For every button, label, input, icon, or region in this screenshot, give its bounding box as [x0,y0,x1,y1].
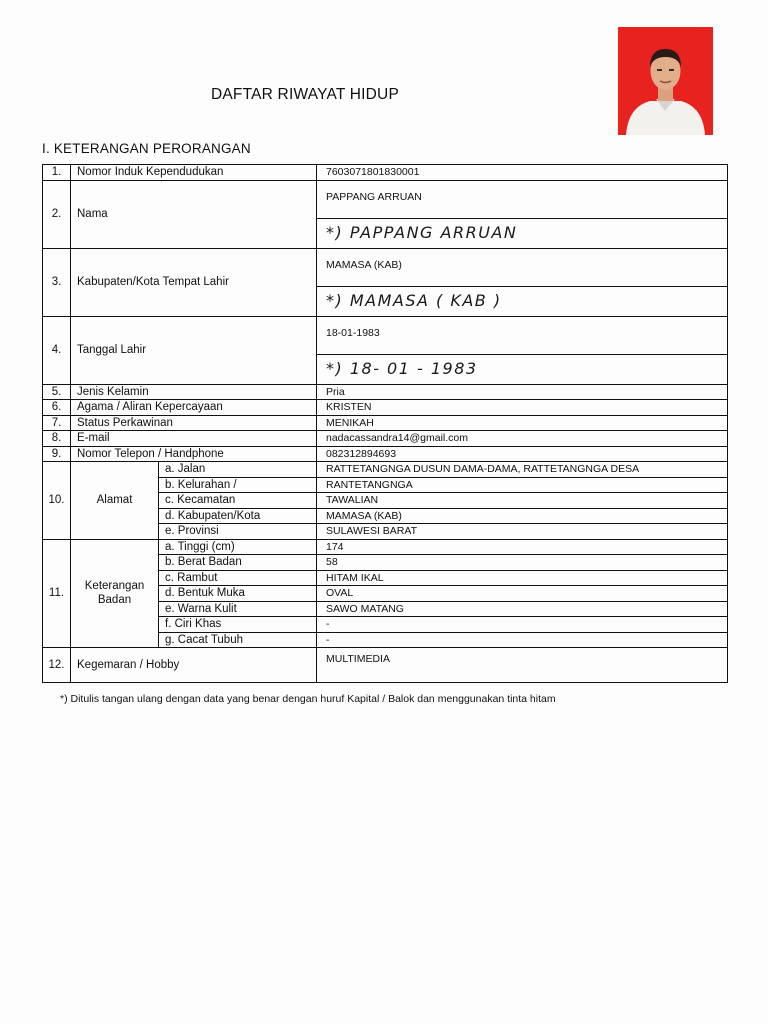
field-label-hobby: Kegemaran / Hobby [71,648,317,683]
table-row [43,165,728,181]
table-row [43,316,728,354]
sub-value-kecamatan: TAWALIAN [317,493,728,509]
field-label-tanggal-lahir: Tanggal Lahir [71,316,317,384]
sub-label-kabupaten: d. Kabupaten/Kota [159,508,317,524]
field-value-tanggal-lahir: 18-01-1983 [317,316,728,354]
personal-info-table [42,164,728,683]
sub-value-cacat-tubuh: - [317,632,728,648]
label-line: Keterangan [84,580,145,593]
sub-value-berat: 58 [317,555,728,571]
section-title: I. KETERANGAN PERORANGAN [42,141,251,156]
row-number: 6. [43,400,71,416]
table-row [43,446,728,462]
handwritten-nama: *) PAPPANG ARRUAN [317,218,728,248]
person-photo-icon [618,27,713,135]
row-number: 12. [43,648,71,683]
field-label-status: Status Perkawinan [71,415,317,431]
sub-label-kecamatan: c. Kecamatan [159,493,317,509]
table-row [43,431,728,447]
field-label-agama: Agama / Aliran Kepercayaan [71,400,317,416]
row-number: 5. [43,384,71,400]
sub-value-warna-kulit: SAWO MATANG [317,601,728,617]
row-number: 2. [43,180,71,248]
label-line: Badan [97,594,132,607]
document-title: DAFTAR RIWAYAT HIDUP [211,86,399,103]
sub-value-kabupaten: MAMASA (KAB) [317,508,728,524]
table-row [43,180,728,218]
sub-value-ciri-khas: - [317,617,728,633]
sub-label-cacat-tubuh: g. Cacat Tubuh [159,632,317,648]
field-value-tempat-lahir: MAMASA (KAB) [317,248,728,286]
field-label-tempat-lahir: Kabupaten/Kota Tempat Lahir [71,248,317,316]
sub-value-bentuk-muka: OVAL [317,586,728,602]
field-value-nama: PAPPANG ARRUAN [317,180,728,218]
sub-label-warna-kulit: e. Warna Kulit [159,601,317,617]
sub-value-rambut: HITAM IKAL [317,570,728,586]
table-row [43,539,728,555]
table-row [43,384,728,400]
field-label-nama: Nama [71,180,317,248]
table-row [43,415,728,431]
field-label-keterangan-badan [71,539,159,648]
row-number: 10. [43,462,71,540]
footnote: *) Ditulis tangan ulang dengan data yang benar dengan huruf Kapital / Balok dan menggunakan tinta hitam [60,693,556,705]
profile-photo [618,27,713,135]
field-value-nik: 7603071801830001 [317,165,728,181]
row-number: 4. [43,316,71,384]
sub-label-provinsi: e. Provinsi [159,524,317,540]
field-value-agama: KRISTEN [317,400,728,416]
sub-label-rambut: c. Rambut [159,570,317,586]
row-number: 11. [43,539,71,648]
field-value-hobby: MULTIMEDIA [317,648,728,683]
sub-label-bentuk-muka: d. Bentuk Muka [159,586,317,602]
table-row [43,248,728,286]
sub-label-jalan: a. Jalan [159,462,317,478]
handwritten-tempat-lahir: *) MAMASA ( KAB ) [317,286,728,316]
sub-value-jalan: RATTETANGNGA DUSUN DAMA-DAMA, RATTETANGNGA DESA [317,462,728,478]
sub-label-kelurahan: b. Kelurahan / [159,477,317,493]
sub-value-provinsi: SULAWESI BARAT [317,524,728,540]
table-row [43,648,728,683]
table-row [43,400,728,416]
row-number: 7. [43,415,71,431]
sub-value-kelurahan: RANTETANGNGA [317,477,728,493]
table-row [43,462,728,478]
sub-label-berat: b. Berat Badan [159,555,317,571]
field-value-telepon: 082312894693 [317,446,728,462]
field-label-nik: Nomor Induk Kependudukan [71,165,317,181]
field-label-alamat: Alamat [71,462,159,540]
row-number: 9. [43,446,71,462]
row-number: 1. [43,165,71,181]
row-number: 3. [43,248,71,316]
sub-label-tinggi: a. Tinggi (cm) [159,539,317,555]
sub-label-ciri-khas: f. Ciri Khas [159,617,317,633]
handwritten-tanggal-lahir: *) 18- 01 - 1983 [317,354,728,384]
sub-value-tinggi: 174 [317,539,728,555]
field-value-jenis-kelamin: Pria [317,384,728,400]
row-number: 8. [43,431,71,447]
field-label-telepon: Nomor Telepon / Handphone [71,446,317,462]
field-value-status: MENIKAH [317,415,728,431]
field-value-email: nadacassandra14@gmail.com [317,431,728,447]
field-label-email: E-mail [71,431,317,447]
field-label-jenis-kelamin: Jenis Kelamin [71,384,317,400]
